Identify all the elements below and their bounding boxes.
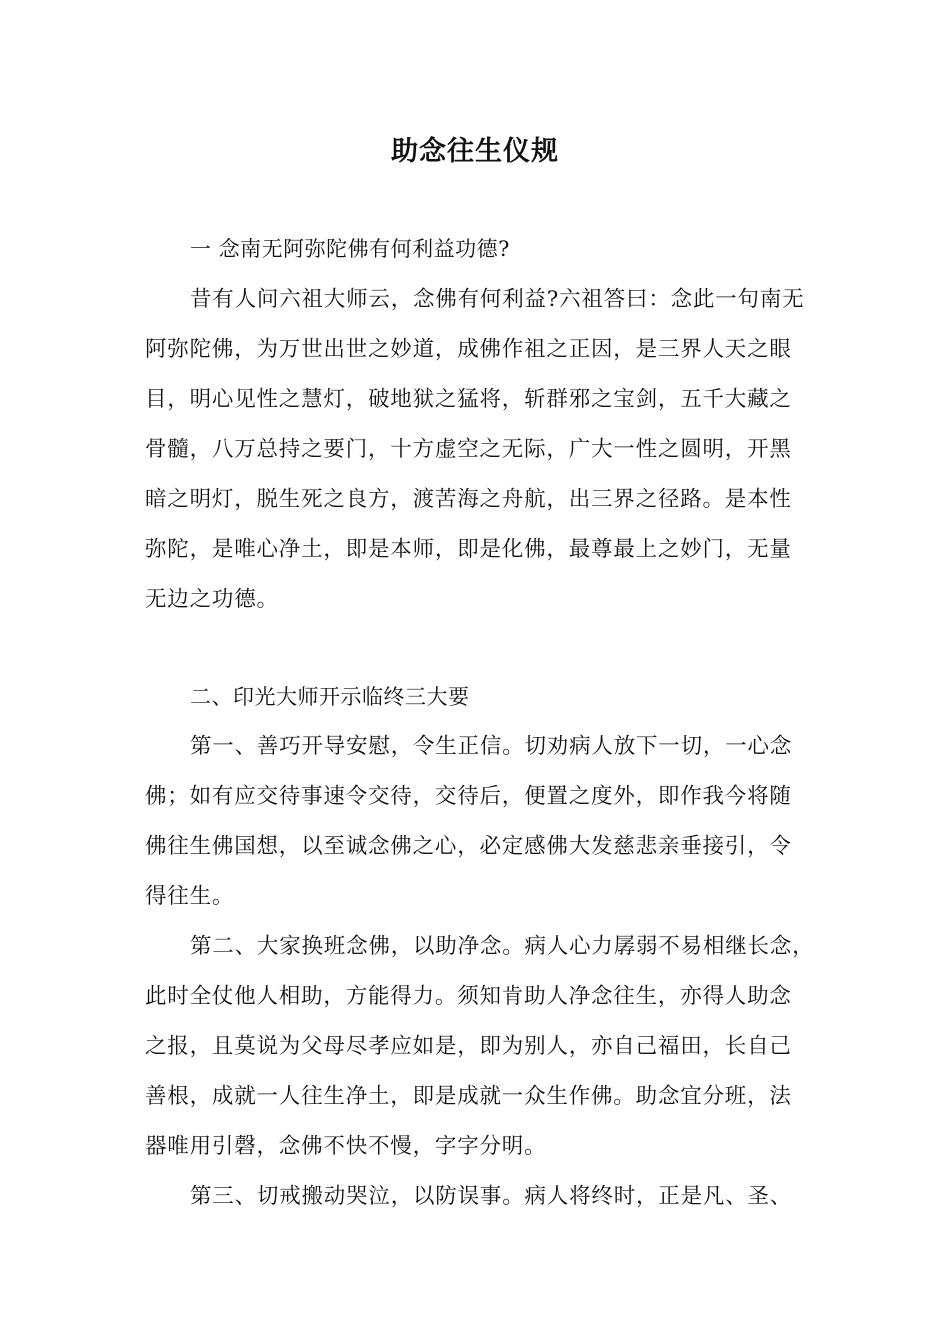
- paragraph-line: 昔有人问六祖大师云，念佛有何利益?六祖答曰：念此一句南无: [190, 287, 805, 312]
- paragraph-line: 阿弥陀佛，为万世出世之妙道，成佛作祖之正因，是三界人天之眼: [145, 337, 792, 362]
- paragraph-line: 之报，且莫说为父母尽孝应如是，即为别人，亦自己福田，长自己: [145, 1034, 792, 1059]
- paragraph-line: 第三、切戒搬动哭泣，以防误事。病人将终时，正是凡、圣、: [190, 1184, 793, 1209]
- paragraph-line: 目，明心见性之慧灯，破地狱之猛将，斩群邪之宝剑，五千大藏之: [145, 387, 792, 412]
- section-2-heading: 二、印光大师开示临终三大要: [190, 685, 470, 709]
- document-title: 助念往生仪规: [391, 136, 559, 167]
- paragraph-line: 无边之功德。: [145, 587, 279, 612]
- paragraph-line: 此时全仗他人相助，方能得力。须知肯助人净念往生，亦得人助念: [145, 984, 792, 1009]
- paragraph-line: 第二、大家换班念佛，以助净念。病人心力孱弱不易相继长念，: [190, 934, 815, 959]
- paragraph-line: 骨髓，八万总持之要门，十方虚空之无际，广大一性之圆明，开黑: [145, 437, 792, 462]
- paragraph-line: 器唯用引磬，念佛不快不慢，字字分明。: [145, 1134, 547, 1159]
- paragraph-line: 得往生。: [145, 884, 235, 909]
- paragraph-line: 弥陀，是唯心净土，即是本师，即是化佛，最尊最上之妙门，无量: [145, 537, 792, 562]
- paragraph-line: 第一、善巧开导安慰，令生正信。切劝病人放下一切，一心念: [190, 734, 793, 759]
- paragraph-line: 善根，成就一人往生净土，即是成就一众生作佛。助念宜分班，法: [145, 1084, 792, 1109]
- paragraph-line: 暗之明灯，脱生死之良方，渡苦海之舟航，出三界之径路。是本性: [145, 487, 792, 512]
- paragraph-line: 佛；如有应交待事速令交待，交待后，便置之度外，即作我今将随: [145, 784, 792, 809]
- section-1-heading: 一 念南无阿弥陀佛有何利益功德?: [190, 237, 510, 261]
- paragraph-line: 佛往生佛国想，以至诚念佛之心，必定感佛大发慈悲亲垂接引，令: [145, 834, 792, 859]
